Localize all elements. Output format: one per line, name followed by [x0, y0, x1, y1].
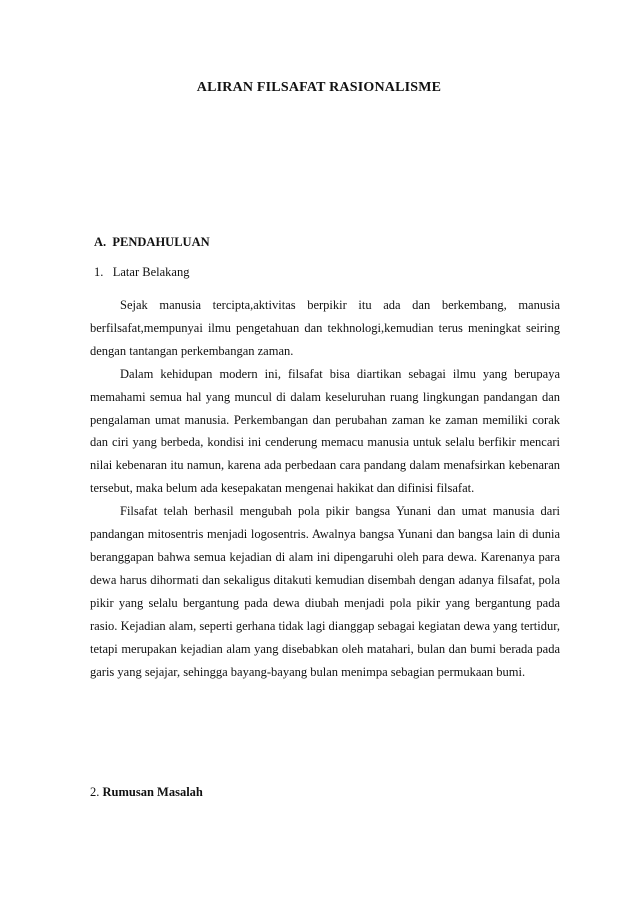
subsection-heading-latar-belakang: [94, 265, 189, 280]
document-title: ALIRAN FILSAFAT RASIONALISME: [196, 80, 442, 95]
section-label: A.: [94, 235, 107, 249]
section-heading-text: PENDAHULUAN: [112, 235, 210, 249]
paragraph: Filsafat telah berhasil mengubah pola pikir bangsa Yunani dan umat manusia dari pandangan mitosentris menjadi logosentris. Awalnya bangsa Yunani dan bangsa lain di dunia beranggapan bahwa semua kejadian di alam ini dipengaruhi oleh para dewa. Karenanya para dewa harus dihormati dan sekaligus ditakuti kemudian disembah dengan adanya filsafat, pola pikir yang selalu bergantung pada dewa diubah menjadi pola pikir yang bergantung pada rasio. Kejadian alam, seperti gerhana tidak lagi dianggap sebagai kegiatan dewa yang tertidur, tetapi merupakan kejadian alam yang disebabkan oleh matahari, bulan dan bumi berada pada garis yang sejajar, sehingga bayang-bayang bulan menimpa sebagian permukaan bumi.: [90, 504, 560, 679]
subsection-number: 1.: [94, 265, 104, 279]
subsection-heading-rumusan-masalah: [90, 785, 203, 800]
paragraph: Sejak manusia tercipta,aktivitas berpikir itu ada dan berkembang, manusia berfilsafat,mempunyai ilmu pengetahuan dan tekhnologi,kemudian terus meningkat seiring dengan tantangan perkembangan zaman.: [90, 298, 560, 358]
section-heading-pendahuluan: [94, 235, 210, 250]
subsection-heading-text: Latar Belakang: [112, 265, 190, 279]
subsection-heading-text: Rumusan Masalah: [102, 785, 203, 799]
subsection-number: 2.: [90, 785, 100, 799]
body-text: [90, 294, 560, 683]
paragraph: Dalam kehidupan modern ini, filsafat bisa diartikan sebagai ilmu yang berupaya memahami semua hal yang muncul di dalam keseluruhan ruang lingkungan pandangan dan pengalaman umat manusia. Perkembangan dan perubahan zaman ke zaman memiliki corak dan ciri yang berbeda, kondisi ini cenderung memacu manusia untuk selalu berfikir mencari nilai kebenaran itu namun, karena ada perbedaan cara pandang dalam menafsirkan kebenaran tersebut, maka belum ada kesepakatan mengenai hakikat dan difinisi filsafat.: [90, 366, 560, 496]
